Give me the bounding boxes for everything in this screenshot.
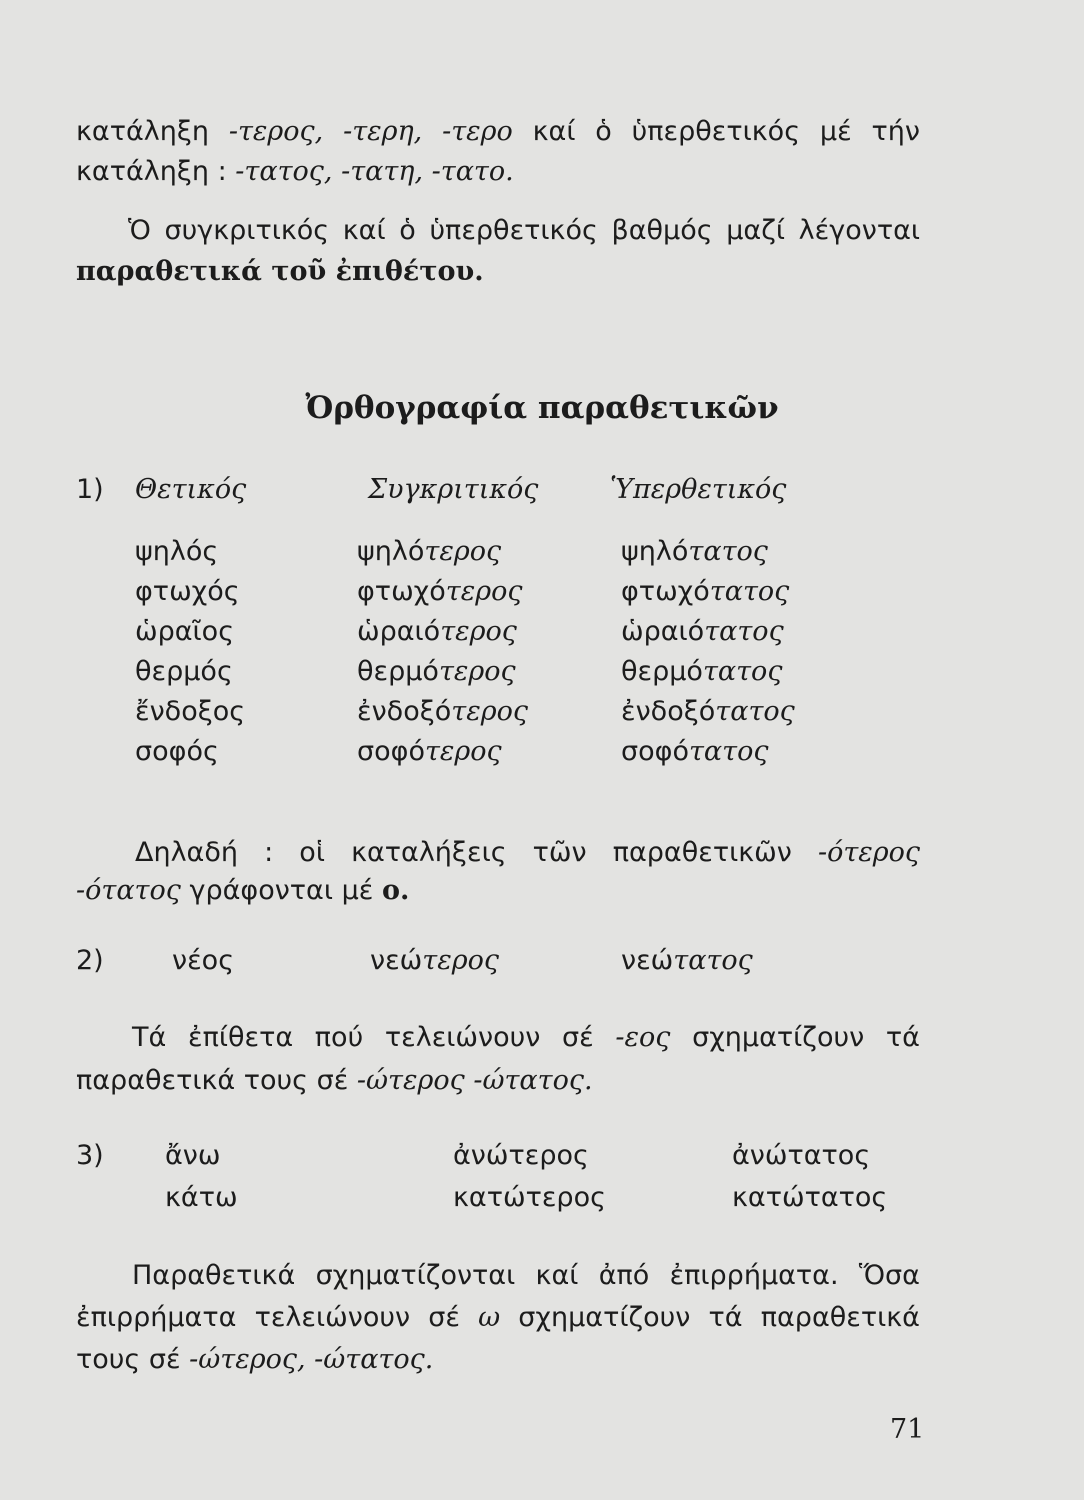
word: ἐπιρρήματα [76, 1302, 237, 1333]
section-title: Ὀρθογραφία παραθετικῶν [305, 390, 779, 426]
ending: -ότατος [76, 875, 181, 906]
word: ὑπερθετικός [631, 116, 801, 147]
word: τήν [871, 116, 920, 147]
positive-form: νέος [172, 945, 235, 976]
word: ὁ [399, 215, 416, 246]
word: σέ [428, 1302, 460, 1333]
word: μέ [819, 116, 852, 147]
word: καί [342, 215, 386, 246]
comparative-form [357, 694, 528, 730]
ending: -εος [615, 1022, 671, 1053]
text: κατάληξη : [76, 156, 227, 187]
positive-form: ἔνδοξος [135, 696, 246, 727]
word: σχηματίζουν [518, 1302, 691, 1333]
word: πού [314, 1022, 364, 1053]
positive-form: ἄνω [165, 1140, 221, 1171]
word: καί [535, 1260, 579, 1291]
endings: -ώτερος -ώτατος. [356, 1065, 593, 1096]
word: καταλήξεις [351, 837, 507, 868]
stem: φτωχό [621, 576, 710, 607]
word: τά [708, 1302, 743, 1333]
superlative-form [621, 654, 782, 690]
word: Τά [132, 1022, 167, 1053]
stem: φτωχό [357, 576, 446, 607]
positive-form: κάτω [165, 1182, 238, 1213]
comparative-form [357, 534, 501, 570]
ending: τατος [702, 656, 783, 687]
stem: θερμό [621, 656, 703, 687]
word: ὁ [595, 116, 612, 147]
superlative-form [621, 534, 768, 570]
ending: τερος [438, 656, 516, 687]
word: βαθμός [611, 215, 713, 246]
intro-line-1 [76, 114, 920, 150]
ending: -ότερος [817, 837, 921, 868]
word: μαζί [726, 215, 786, 246]
comparative-form [357, 654, 516, 690]
ending: τατος [688, 736, 769, 767]
superlative-form [621, 694, 795, 730]
word: Ὅσα [858, 1260, 920, 1291]
superlative-form: ἀνώτατος [732, 1140, 871, 1171]
word: κατάληξη [76, 116, 210, 147]
ending: τατος [688, 536, 768, 567]
word: ἐπίθετα [187, 1022, 294, 1053]
rule3-text-line-3 [76, 1342, 920, 1378]
word: καί [532, 116, 576, 147]
letter-omicron: ο. [381, 875, 410, 906]
rule3-text-line-1 [132, 1258, 920, 1294]
stem: ἐνδοξό [357, 696, 452, 727]
superlative-endings: -τατος, -τατη, -τατο. [235, 156, 514, 187]
text: παραθετικά τους σέ [76, 1065, 349, 1096]
ending: τατος [715, 696, 795, 727]
intro-line-4: παραθετικά τοῦ ἐπιθέτου. [76, 256, 484, 287]
stem: ψηλό [357, 536, 425, 567]
header-positive: Θετικός [135, 474, 247, 505]
superlative-form [621, 734, 768, 770]
word: Ὁ [128, 215, 151, 246]
word: ὑπερθετικός [429, 215, 598, 246]
letter-omega: ω [478, 1302, 501, 1333]
ending-teri: -τερη, [343, 116, 423, 147]
word: οἱ [299, 837, 325, 868]
rule-number: 3) [76, 1140, 104, 1171]
rule2-text-line-2 [76, 1063, 920, 1099]
stem: ὡραιό [621, 616, 705, 647]
word: συγκριτικός [164, 215, 330, 246]
stem: νεώ [621, 945, 674, 976]
word: τῶν [532, 837, 587, 868]
word: τελειώνουν [384, 1022, 541, 1053]
stem: ψηλό [621, 536, 689, 567]
rule-number: 1) [76, 474, 104, 505]
superlative-form [621, 614, 784, 650]
ending-tero: -τερο [442, 116, 513, 147]
rule2-text-line-1 [132, 1020, 920, 1056]
endings: -ώτερος, -ώτατος. [189, 1344, 434, 1375]
word: Δηλαδή : [135, 837, 274, 868]
word: σέ [562, 1022, 594, 1053]
word: ἀπό [598, 1260, 650, 1291]
positive-form: ψηλός [135, 536, 219, 567]
rule3-text-line-2 [76, 1300, 920, 1336]
header-superlative: Ὑπερθετικός [610, 474, 787, 505]
stem: σοφό [357, 736, 425, 767]
word: σχηματίζουν [692, 1022, 865, 1053]
word: παραθετικά [760, 1302, 920, 1333]
ending-ters: -τερος, [228, 116, 324, 147]
positive-form: σοφός [135, 736, 219, 767]
intro-line-3 [128, 213, 920, 249]
page-number: 71 [890, 1414, 925, 1445]
positive-form: ὡραῖος [135, 616, 235, 647]
ending: τερος [424, 736, 502, 767]
word: παραθετικῶν [612, 837, 792, 868]
word: ἐπιρρήματα. [669, 1260, 839, 1291]
ending: τερος [440, 616, 517, 647]
stem: ἐνδοξό [621, 696, 716, 727]
intro-line-2 [76, 154, 920, 190]
header-comparative: Συγκριτικός [368, 474, 539, 505]
comparative-form: ἀνώτερος [453, 1140, 589, 1171]
superlative-form [621, 574, 789, 610]
comparative-form: κατώτερος [453, 1182, 606, 1213]
ending: τατος [673, 945, 753, 976]
word: Παραθετικά [132, 1260, 296, 1291]
comparative-form [357, 574, 522, 610]
stem: θερμό [357, 656, 439, 687]
ending: τερος [451, 696, 528, 727]
comparative-form [357, 734, 502, 770]
word: τά [885, 1022, 920, 1053]
text: τους σέ [76, 1344, 181, 1375]
rule1-note-line-1 [135, 835, 920, 871]
ending: τερος [424, 536, 502, 567]
text: γράφονται μέ [189, 875, 374, 906]
positive-form: θερμός [135, 656, 233, 687]
positive-form: φτωχός [135, 576, 240, 607]
stem: σοφό [621, 736, 689, 767]
ending: τατος [704, 616, 784, 647]
stem: νεώ [370, 945, 423, 976]
ending: τερος [445, 576, 523, 607]
stem: ὡραιό [357, 616, 441, 647]
rule-number: 2) [76, 945, 104, 976]
comparative-form [370, 943, 499, 979]
word: λέγονται [798, 215, 921, 246]
superlative-form: κατώτατος [732, 1182, 888, 1213]
word: σχηματίζονται [315, 1260, 516, 1291]
comparative-form [357, 614, 517, 650]
rule1-note-line-2 [76, 873, 920, 909]
superlative-form [621, 943, 753, 979]
ending: τερος [422, 945, 499, 976]
ending: τατος [709, 576, 790, 607]
word: τελειώνουν [254, 1302, 411, 1333]
